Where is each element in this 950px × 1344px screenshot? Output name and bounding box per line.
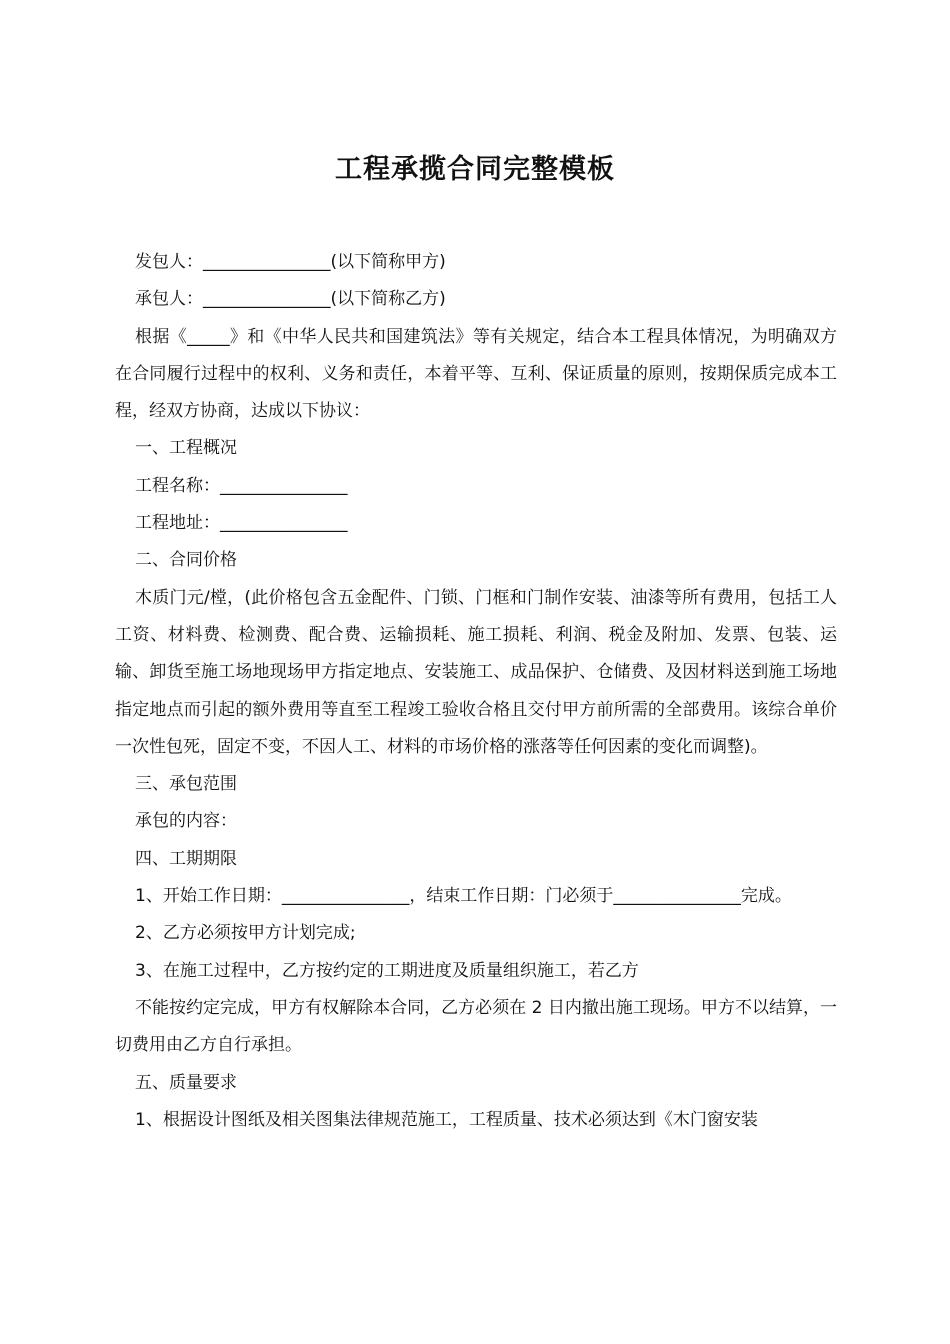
section-heading-price: 二、合同价格 (135, 550, 237, 571)
scope-content-line: 承包的内容： (135, 811, 237, 832)
section-heading-scope: 三、承包范围 (135, 774, 237, 795)
document-body (115, 244, 837, 1139)
duration-item-2: 2、乙方必须按甲方计划完成; (135, 923, 356, 944)
project-name-line: 工程名称：_______________ (135, 475, 348, 496)
preamble-paragraph: 根据《_____》和《中华人民共和国建筑法》等有关规定，结合本工程具体情况，为明确双方在合同履行过程中的权利、义务和责任，本着平等、互利、保证质量的原则，按期保质完成本工程，经双方协商，达成以下协议： (115, 326, 837, 422)
section-heading-quality: 五、质量要求 (135, 1072, 237, 1093)
party-a-line: 发包人：_______________(以下简称甲方) (135, 252, 446, 272)
duration-item-3-continued: 不能按约定完成，甲方有权解除本合同，乙方必须在 2 日内撤出施工现场。甲方不以结算，一切费用由乙方自行承担。 (115, 997, 837, 1056)
section-heading-overview: 一、工程概况 (135, 438, 237, 459)
party-b-line: 承包人：_______________(以下简称乙方) (135, 289, 446, 310)
project-address-line: 工程地址：_______________ (135, 513, 348, 534)
document-title: 工程承揽合同完整模板 (335, 154, 615, 186)
price-paragraph: 木质门元/樘，(此价格包含五金配件、门锁、门框和门制作安装、油漆等所有费用，包括工人工资、材料费、检测费、配合费、运输损耗、施工损耗、利润、税金及附加、发票、包装、运输、卸货至施工场地现场甲方指定地点、安装施工、成品保护、仓储费、及因材料送到施工场地指定地点而引起的额外费用等直至工程竣工验收合格且交付甲方前所需的全部费用。该综合单价一次性包死，固定不变，不因人工、材料的市场价格的涨落等任何因素的变化而调整)。 (115, 587, 837, 757)
section-heading-duration: 四、工期期限 (135, 848, 237, 869)
quality-item-1: 1、根据设计图纸及相关图集法律规范施工，工程质量、技术必须达到《木门窗安装 (135, 1109, 758, 1130)
duration-item-3: 3、在施工过程中，乙方按约定的工期进度及质量组织施工，若乙方 (135, 960, 639, 981)
duration-item-1: 1、开始工作日期：_______________，结束工作日期：门必须于_______________完成。 (135, 886, 792, 907)
